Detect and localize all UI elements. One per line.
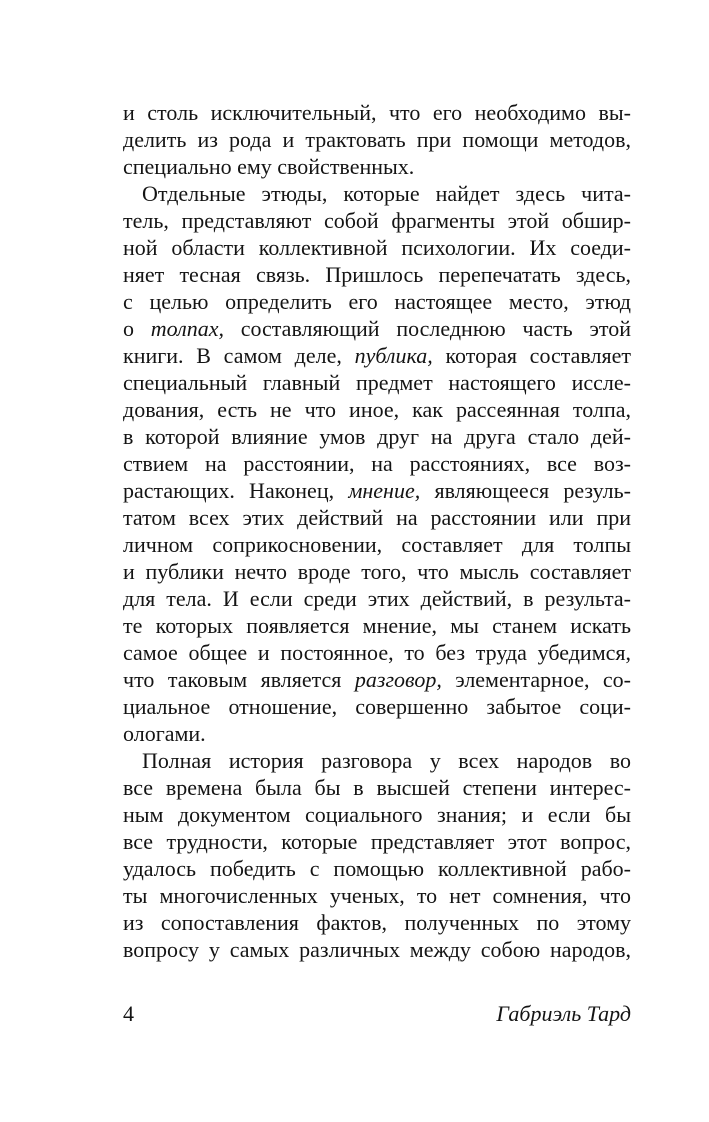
text-line xyxy=(123,207,631,234)
body-text xyxy=(123,99,631,963)
running-title-author: Габриэль Тард xyxy=(496,1001,631,1026)
text-run: ной области коллективной психологии. Их соеди- xyxy=(123,235,631,260)
text-run: для тела. И если среди этих действий, в результа- xyxy=(123,586,631,611)
text-line xyxy=(123,288,631,315)
text-run: о xyxy=(123,316,151,341)
text-line xyxy=(123,369,631,396)
text-line xyxy=(123,774,631,801)
text-run: вопросу у самых различных между собою народов, xyxy=(123,937,631,962)
text-line xyxy=(123,180,631,207)
text-run: и столь исключительный, что его необходимо вы- xyxy=(123,100,631,125)
text-line xyxy=(123,639,631,666)
emphasized-term: толпах, xyxy=(150,316,224,341)
text-line xyxy=(123,396,631,423)
text-run: те которых появляется мнение, мы станем искать xyxy=(123,613,631,638)
text-run: специальный главный предмет настоящего иссле- xyxy=(123,370,631,395)
text-line xyxy=(123,504,631,531)
text-line xyxy=(123,99,631,126)
text-run: элементарное, со- xyxy=(441,667,632,692)
text-line xyxy=(123,126,631,153)
page-number: 4 xyxy=(123,1001,134,1026)
text-line xyxy=(123,531,631,558)
emphasized-term: мнение, xyxy=(348,478,421,503)
text-line xyxy=(123,261,631,288)
text-run: ствием на расстоянии, на расстояниях, все воз- xyxy=(123,451,631,476)
text-run: личном соприкосновении, составляет для толпы xyxy=(123,532,631,557)
text-line xyxy=(123,720,631,747)
text-run: книги. В самом деле, xyxy=(123,343,355,368)
text-run: составляющий последнюю часть этой xyxy=(223,316,631,341)
text-run: удалось победить с помощью коллективной рабо- xyxy=(123,856,631,881)
text-run: ты многочисленных ученых, то нет сомнения, что xyxy=(123,883,631,908)
text-line xyxy=(123,693,631,720)
text-run: и публики нечто вроде того, что мысль составляет xyxy=(123,559,631,584)
text-run: все времена была бы в высшей степени интерес- xyxy=(123,775,631,800)
text-run: Отдельные этюды, которые найдет здесь чита- xyxy=(142,181,631,206)
text-run: в которой влияние умов друг на друга стало дей- xyxy=(123,424,631,449)
text-line xyxy=(123,585,631,612)
text-line xyxy=(123,828,631,855)
emphasized-term: разговор, xyxy=(354,667,442,692)
text-run: что таковым является xyxy=(123,667,355,692)
text-line xyxy=(123,423,631,450)
text-run: делить из рода и трактовать при помощи методов, xyxy=(123,127,631,152)
text-line xyxy=(123,315,631,342)
text-line xyxy=(123,909,631,936)
text-line xyxy=(123,450,631,477)
text-line xyxy=(123,882,631,909)
text-run: дования, есть не что иное, как рассеянная толпа, xyxy=(123,397,631,422)
text-line xyxy=(123,153,631,180)
text-line xyxy=(123,612,631,639)
text-run: татом всех этих действий на расстоянии или при xyxy=(123,505,631,530)
text-run: являющееся резуль- xyxy=(420,478,631,503)
text-run: все трудности, которые представляет этот вопрос, xyxy=(123,829,631,854)
page-footer xyxy=(123,1000,631,1027)
text-line xyxy=(123,234,631,261)
text-line xyxy=(123,558,631,585)
text-run: которая составляет xyxy=(432,343,631,368)
text-run: тель, представляют собой фрагменты этой обшир- xyxy=(123,208,631,233)
text-run: самое общее и постоянное, то без труда убедимся, xyxy=(123,640,631,665)
text-line xyxy=(123,342,631,369)
text-line xyxy=(123,477,631,504)
emphasized-term: публика, xyxy=(354,343,433,368)
text-run: Полная история разговора у всех народов во xyxy=(142,748,631,773)
text-line xyxy=(123,801,631,828)
text-run: специально ему свойственных. xyxy=(123,154,415,179)
text-line xyxy=(123,855,631,882)
text-run: ологами. xyxy=(123,721,206,746)
text-run: растающих. Наконец, xyxy=(123,478,349,503)
text-run: циальное отношение, совершенно забытое соци- xyxy=(123,694,631,719)
text-line xyxy=(123,936,631,963)
text-run: из сопоставления фактов, полученных по этому xyxy=(123,910,631,935)
text-run: с целью определить его настоящее место, этюд xyxy=(123,289,631,314)
text-line xyxy=(123,666,631,693)
text-run: няет тесная связь. Пришлось перепечатать здесь, xyxy=(123,262,631,287)
text-line xyxy=(123,747,631,774)
text-run: ным документом социального знания; и если бы xyxy=(123,802,631,827)
